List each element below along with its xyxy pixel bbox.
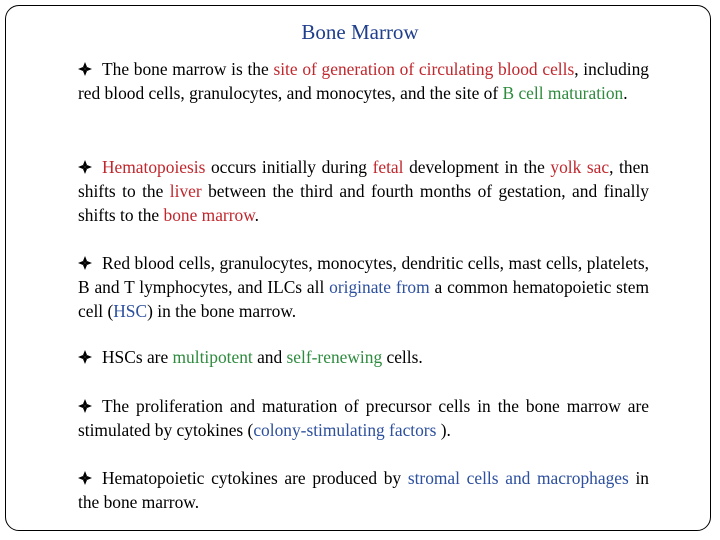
page-title: Bone Marrow bbox=[301, 20, 419, 44]
body-text: , including red blood cells, granulocytes, and monocytes, and the site of bbox=[78, 59, 649, 103]
bullet-paragraph bbox=[78, 394, 649, 442]
highlight-term: liver bbox=[169, 181, 202, 201]
body-text: Red blood cells, granulocytes, monocytes, dendritic cells, mast cells, platelets, B and T lymphocytes, and ILCs all bbox=[78, 253, 649, 297]
body-text: The bone marrow is the bbox=[102, 59, 274, 79]
body-text: . bbox=[623, 83, 628, 103]
diamond-bullet-icon bbox=[78, 160, 92, 174]
body-text: occurs initially during bbox=[205, 157, 373, 177]
body-text: in the bone marrow. bbox=[78, 468, 649, 512]
body-text: between the third and fourth months of gestation, and finally shifts to the bbox=[78, 181, 649, 225]
body-text: . bbox=[254, 205, 259, 225]
body-text: and bbox=[252, 347, 287, 367]
body-text: development in the bbox=[403, 157, 551, 177]
body-text: The proliferation and maturation of precursor cells in the bone marrow are stimulated by cytokines ( bbox=[78, 396, 649, 440]
highlight-term: originate from bbox=[329, 277, 430, 297]
diamond-bullet-icon bbox=[78, 399, 92, 413]
body-text: ) in the bone marrow. bbox=[147, 301, 297, 321]
highlight-term: site of generation of circulating blood cells bbox=[273, 59, 575, 79]
body-text: , then shifts to the bbox=[78, 157, 649, 201]
diamond-bullet-icon bbox=[78, 471, 92, 485]
highlight-term: yolk sac bbox=[550, 157, 610, 177]
body-text: Hematopoietic cytokines are produced by bbox=[102, 468, 408, 488]
diamond-bullet-icon bbox=[78, 256, 92, 270]
highlight-term: colony-stimulating factors bbox=[253, 420, 437, 440]
bullet-paragraph bbox=[78, 466, 649, 514]
diamond-bullet-icon bbox=[78, 62, 92, 76]
bullet-paragraph bbox=[78, 57, 649, 105]
highlight-term: B cell maturation bbox=[502, 83, 624, 103]
body-text: a common hematopoietic stem cell ( bbox=[78, 277, 649, 321]
highlight-term: bone marrow bbox=[163, 205, 255, 225]
body-text: ). bbox=[436, 420, 451, 440]
body-text: HSCs are bbox=[102, 347, 173, 367]
highlight-term: fetal bbox=[372, 157, 404, 177]
body-text: cells. bbox=[382, 347, 423, 367]
bullet-paragraph bbox=[78, 155, 649, 227]
highlight-term: multipotent bbox=[172, 347, 253, 367]
highlight-term: Hematopoiesis bbox=[102, 157, 206, 177]
highlight-term: stromal cells and macrophages bbox=[407, 468, 629, 488]
bullet-paragraph bbox=[78, 251, 649, 323]
diamond-bullet-icon bbox=[78, 350, 92, 364]
highlight-term: HSC bbox=[113, 301, 148, 321]
bullet-paragraph bbox=[78, 345, 649, 369]
highlight-term: self-renewing bbox=[286, 347, 383, 367]
